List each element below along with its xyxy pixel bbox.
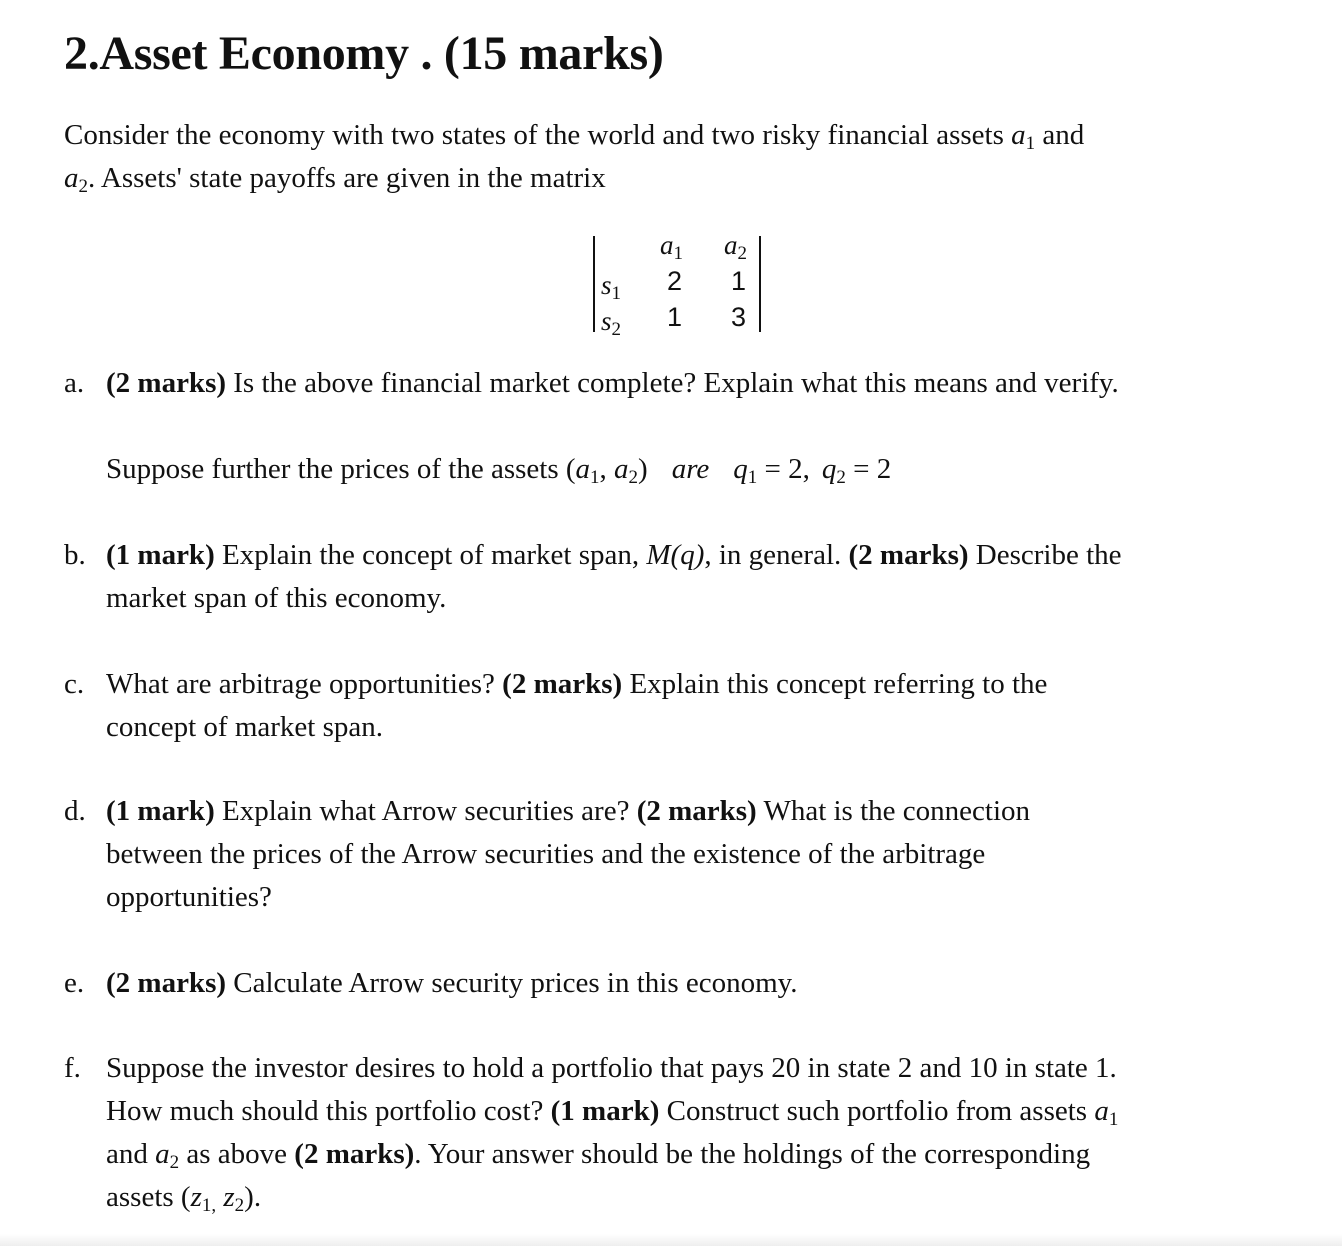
question-text-line-3: opportunities? (106, 881, 272, 913)
question-text-line-2: concept of market span. (106, 711, 384, 743)
question-text-line-4: assets ($z_{1,}$ $z_2$). (106, 1181, 262, 1216)
page-bottom-edge (0, 1234, 1342, 1246)
question-label: a. (64, 367, 85, 399)
matrix-row-header-s1: $s_1$ (601, 270, 622, 304)
page-title: 2.Asset Economy . (15 marks) (64, 27, 664, 80)
question-text: What are arbitrage opportunities? (2 marks) Explain this concept referring to the (106, 668, 1048, 700)
question-label: d. (64, 795, 86, 827)
matrix-col-header-a2: $a_2$ (724, 230, 747, 264)
prices-line: Suppose further the prices of the assets ($a_1$, $a_2$) are $q_1 = 2$, $q_2 = 2$ (106, 453, 892, 488)
question-label: e. (64, 967, 85, 999)
matrix-cell: 1 (667, 302, 683, 332)
question-label: f. (64, 1052, 81, 1084)
intro-line-1: Consider the economy with two states of the world and two risky financial assets $a_1$ and (64, 119, 1085, 154)
question-text: (2 marks) Calculate Arrow security prices in this economy. (106, 967, 798, 999)
question-text: (1 mark) Explain what Arrow securities are? (2 marks) What is the connection (106, 795, 1030, 827)
question-label: c. (64, 668, 85, 700)
intro-line-2: $a_2$. Assets' state payoffs are given in the matrix (64, 162, 606, 197)
question-text: (2 marks) Is the above financial market complete? Explain what this means and verify. (106, 367, 1119, 399)
question-text: Suppose the investor desires to hold a portfolio that pays 20 in state 2 and 10 in state 1. (106, 1052, 1117, 1084)
matrix-cell: 3 (731, 302, 747, 332)
matrix-cell: 1 (731, 266, 747, 296)
matrix-col-header-a1: $a_1$ (660, 230, 683, 264)
matrix-cell: 2 (667, 266, 683, 296)
payoff-matrix (593, 230, 763, 340)
matrix-right-bar (759, 236, 761, 332)
question-text-line-2: between the prices of the Arrow securities and the existence of the arbitrage (106, 838, 986, 870)
matrix-left-bar (593, 236, 595, 332)
question-text-line-3: and $a_2$ as above (2 marks). Your answer should be the holdings of the corresponding (106, 1138, 1091, 1173)
question-text-line-2: market span of this economy. (106, 582, 447, 614)
question-text-line-2: How much should this portfolio cost? (1 mark) Construct such portfolio from assets $a_1$ (106, 1095, 1119, 1130)
matrix-row-header-s2: $s_2$ (601, 306, 622, 340)
question-label: b. (64, 539, 86, 571)
question-text: (1 mark) Explain the concept of market span, M(q), in general. (2 marks) Describe the (106, 539, 1122, 571)
